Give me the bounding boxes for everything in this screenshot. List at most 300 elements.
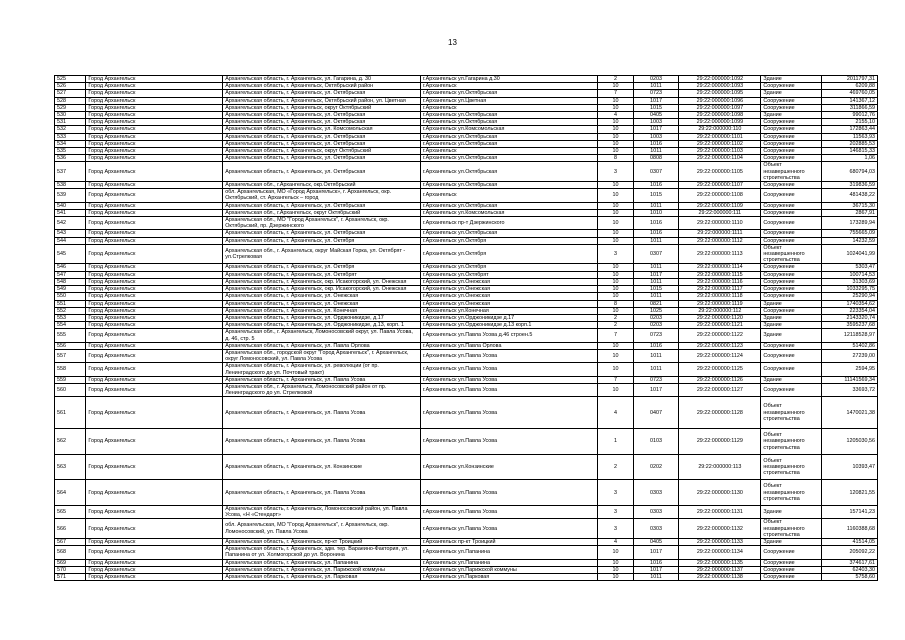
location-cell: г.Архангельск пр-т Дзержинского — [420, 217, 597, 230]
object-type-cell: Сооружение — [761, 264, 822, 271]
object-type-cell: Объект незавершенного строительства — [761, 162, 822, 182]
row-number-cell: 552 — [55, 307, 86, 314]
group-code-cell: 10 — [598, 349, 633, 362]
subgroup-code-cell: 1017 — [633, 97, 679, 104]
subgroup-code-cell: 0203 — [633, 322, 679, 329]
table-row — [55, 454, 878, 480]
cadastral-number-cell: 29:22:000000:1128 — [679, 397, 761, 429]
subgroup-code-cell: 1011 — [633, 363, 679, 376]
group-code-cell: 10 — [598, 559, 633, 566]
address-cell: Архангельская область, г. Архангельск, ул. Октябрьская — [223, 119, 421, 126]
address-cell: Архангельская область, г. Архангельск, ул. Парижской коммуны — [223, 566, 421, 573]
location-cell: г.Архангельск ул.Онежская — [420, 286, 597, 293]
cadastral-number-cell: 29:22:000000:1127 — [679, 383, 761, 396]
subgroup-code-cell: 1011 — [633, 278, 679, 285]
municipality-cell: Город Архангельск — [86, 314, 223, 321]
address-cell: обл. Архангельская, МО «Город Архангельск», г. Архангельск, окр. Октябрьский, ст. Архангельск – город — [223, 189, 421, 202]
municipality-cell: Город Архангельск — [86, 155, 223, 162]
location-cell: г.Архангельск ул.Октябрьская — [420, 155, 597, 162]
object-type-cell: Сооружение — [761, 217, 822, 230]
row-number-cell: 546 — [55, 264, 86, 271]
group-code-cell: 4 — [598, 397, 633, 429]
municipality-cell: Город Архангельск — [86, 217, 223, 230]
cadastral-number-cell: 29:22:000000:1135 — [679, 559, 761, 566]
value-cell: 173289,94 — [822, 217, 878, 230]
cadastral-number-cell: 29:22:000000:1120 — [679, 314, 761, 321]
group-code-cell: 10 — [598, 119, 633, 126]
value-cell: 1205030,56 — [822, 429, 878, 455]
cadastral-number-cell: 29:22:000000:1093 — [679, 83, 761, 90]
municipality-cell: Город Архангельск — [86, 202, 223, 209]
group-code-cell: 2 — [598, 322, 633, 329]
subgroup-code-cell: 0821 — [633, 300, 679, 307]
group-code-cell: 10 — [598, 271, 633, 278]
object-type-cell: Сооружение — [761, 119, 822, 126]
table-row — [55, 480, 878, 506]
value-cell: 5303,47 — [822, 264, 878, 271]
municipality-cell: Город Архангельск — [86, 293, 223, 300]
subgroup-code-cell: 0723 — [633, 329, 679, 342]
municipality-cell: Город Архангельск — [86, 342, 223, 349]
subgroup-code-cell: 0303 — [633, 519, 679, 539]
object-type-cell: Сооружение — [761, 140, 822, 147]
group-code-cell: 3 — [598, 519, 633, 539]
address-cell: Архангельская обл., г. Архангельск, Ломоносовский район от пр. Ленинградского до ул. Стрелковой — [223, 383, 421, 396]
object-type-cell: Сооружение — [761, 104, 822, 111]
value-cell: 141367,12 — [822, 97, 878, 104]
value-cell: 311866,59 — [822, 104, 878, 111]
row-number-cell: 551 — [55, 300, 86, 307]
location-cell: г.Архангельск ул.Октября — [420, 264, 597, 271]
municipality-cell: Город Архангельск — [86, 119, 223, 126]
row-number-cell: 545 — [55, 244, 86, 264]
address-cell: Архангельская область, г. Архангельск, ул. Октябрьская — [223, 155, 421, 162]
cadastral-number-cell: 29:22:000000:1138 — [679, 573, 761, 580]
subgroup-code-cell: 1016 — [633, 217, 679, 230]
row-number-cell: 527 — [55, 90, 86, 97]
object-type-cell: Сооружение — [761, 126, 822, 133]
subgroup-code-cell: 1025 — [633, 307, 679, 314]
group-code-cell: 10 — [598, 307, 633, 314]
object-type-cell: Сооружение — [761, 363, 822, 376]
row-number-cell: 534 — [55, 140, 86, 147]
municipality-cell: Город Архангельск — [86, 546, 223, 559]
value-cell: 1024041,99 — [822, 244, 878, 264]
subgroup-code-cell: 0303 — [633, 505, 679, 518]
table-row — [55, 314, 878, 321]
group-code-cell: 3 — [598, 244, 633, 264]
municipality-cell: Город Архангельск — [86, 182, 223, 189]
location-cell: г.Архангельск ул.Гагарина д.30 — [420, 76, 597, 83]
cadastral-number-cell: 29:22:000000:1124 — [679, 349, 761, 362]
location-cell: г.Архангельск ул.Парковая — [420, 573, 597, 580]
subgroup-code-cell: 0405 — [633, 538, 679, 545]
value-cell: 172863,44 — [822, 126, 878, 133]
group-code-cell: 4 — [598, 538, 633, 545]
row-number-cell: 563 — [55, 454, 86, 480]
table-row — [55, 307, 878, 314]
object-type-cell: Объект незавершенного строительства — [761, 480, 822, 506]
group-code-cell: 10 — [598, 189, 633, 202]
address-cell: Архангельская область, г. Архангельск, ул. Октябрят — [223, 271, 421, 278]
location-cell: г.Архангельск ул.Онежская — [420, 293, 597, 300]
cadastral-number-cell: 29:22:000000:1096 — [679, 97, 761, 104]
address-cell: Архангельская область, г. Архангельск, ул. Октября — [223, 264, 421, 271]
row-number-cell: 533 — [55, 133, 86, 140]
object-type-cell: Объект незавершенного строительства — [761, 429, 822, 455]
table-row — [55, 264, 878, 271]
value-cell: 36715,30 — [822, 202, 878, 209]
municipality-cell: Город Архангельск — [86, 383, 223, 396]
table-row — [55, 112, 878, 119]
cadastral-number-cell: 29:22:000000:1121 — [679, 322, 761, 329]
cadastral-number-cell: 29:22:000000:1114 — [679, 264, 761, 271]
location-cell: г.Архангельск ул.Павла Усова д.46 строен.5 — [420, 329, 597, 342]
row-number-cell: 564 — [55, 480, 86, 506]
municipality-cell: Город Архангельск — [86, 97, 223, 104]
municipality-cell: Город Архангельск — [86, 237, 223, 244]
value-cell: 33693,72 — [822, 383, 878, 396]
subgroup-code-cell: 0202 — [633, 454, 679, 480]
value-cell: 1740354,62 — [822, 300, 878, 307]
object-type-cell: Здание — [761, 376, 822, 383]
object-type-cell: Сооружение — [761, 278, 822, 285]
row-number-cell: 537 — [55, 162, 86, 182]
subgroup-code-cell: 1011 — [633, 202, 679, 209]
subgroup-code-cell: 1017 — [633, 383, 679, 396]
address-cell: Архангельская обл., г.Архангельск, окр.Октябрьский — [223, 182, 421, 189]
object-type-cell: Сооружение — [761, 383, 822, 396]
object-type-cell: Объект незавершенного строительства — [761, 454, 822, 480]
value-cell: 11141569,34 — [822, 376, 878, 383]
subgroup-code-cell: 1011 — [633, 83, 679, 90]
cadastral-number-cell: 29:22:000000:1095 — [679, 90, 761, 97]
municipality-cell: Город Архангельск — [86, 480, 223, 506]
cadastral-number-cell: 29:22:000000:1109 — [679, 202, 761, 209]
subgroup-code-cell: 1016 — [633, 140, 679, 147]
row-number-cell: 566 — [55, 519, 86, 539]
group-code-cell: 10 — [598, 342, 633, 349]
cadastral-number-cell: 29:22:000000:1117 — [679, 286, 761, 293]
cadastral-number-cell: 29:22:000000:1137 — [679, 566, 761, 573]
subgroup-code-cell: 1011 — [633, 148, 679, 155]
address-cell: Архангельская обл., г.Архангельск, округ Октябрьский — [223, 209, 421, 216]
row-number-cell: 544 — [55, 237, 86, 244]
value-cell: 120821,55 — [822, 480, 878, 506]
object-type-cell: Объект незавершенного строительства — [761, 519, 822, 539]
table-row — [55, 83, 878, 90]
value-cell: 31303,69 — [822, 278, 878, 285]
municipality-cell: Город Архангельск — [86, 76, 223, 83]
table-row — [55, 209, 878, 216]
group-code-cell: 3 — [598, 162, 633, 182]
subgroup-code-cell: 1016 — [633, 342, 679, 349]
location-cell: г.Архангельск ул.Павла Усова — [420, 349, 597, 362]
value-cell: 223354,04 — [822, 307, 878, 314]
value-cell: 1,06 — [822, 155, 878, 162]
object-type-cell: Сооружение — [761, 189, 822, 202]
row-number-cell: 543 — [55, 230, 86, 237]
cadastral-number-cell: 29:22:000000:1119 — [679, 300, 761, 307]
object-type-cell: Здание — [761, 538, 822, 545]
row-number-cell: 536 — [55, 155, 86, 162]
object-type-cell: Здание — [761, 505, 822, 518]
location-cell: г.Архангельск — [420, 83, 597, 90]
location-cell: г.Архангельск ул.Комсомольская — [420, 126, 597, 133]
municipality-cell: Город Архангельск — [86, 573, 223, 580]
row-number-cell: 571 — [55, 573, 86, 580]
address-cell: Архангельская область, г. Архангельск, ул. Павла Усова — [223, 376, 421, 383]
address-cell: Архангельская область, г. Архангельск, Октябрьский район, ул. Цветная — [223, 97, 421, 104]
value-cell: 1160388,68 — [822, 519, 878, 539]
value-cell: 680794,03 — [822, 162, 878, 182]
table-row — [55, 217, 878, 230]
table-row — [55, 182, 878, 189]
location-cell: г.Архангельск ул.Павла Усова — [420, 429, 597, 455]
row-number-cell: 526 — [55, 83, 86, 90]
group-code-cell: 10 — [598, 237, 633, 244]
table-row — [55, 162, 878, 182]
address-cell: Архангельская обл., г. Архангельск, округ Майская Горка, ул. Октябрят - ул.Стрелковая — [223, 244, 421, 264]
group-code-cell: 10 — [598, 293, 633, 300]
municipality-cell: Город Архангельск — [86, 264, 223, 271]
cadastral-number-cell: 29:22:000000:1113 — [679, 244, 761, 264]
municipality-cell: Город Архангельск — [86, 162, 223, 182]
location-cell: г.Архангельск ул.Октября — [420, 244, 597, 264]
cadastral-number-cell: 29:22:000000:1126 — [679, 376, 761, 383]
table-row — [55, 76, 878, 83]
value-cell: 755665,09 — [822, 230, 878, 237]
value-cell: 5758,60 — [822, 573, 878, 580]
municipality-cell: Город Архангельск — [86, 112, 223, 119]
row-number-cell: 562 — [55, 429, 86, 455]
subgroup-code-cell: 1011 — [633, 349, 679, 362]
municipality-cell: Город Архангельск — [86, 278, 223, 285]
object-type-cell: Сооружение — [761, 155, 822, 162]
cadastral-number-cell: 29:22:000000:1129 — [679, 429, 761, 455]
group-code-cell: 10 — [598, 202, 633, 209]
group-code-cell: 10 — [598, 383, 633, 396]
subgroup-code-cell: 0723 — [633, 376, 679, 383]
subgroup-code-cell: 1011 — [633, 293, 679, 300]
cadastral-number-cell: 29:22:000000:1105 — [679, 162, 761, 182]
object-type-cell: Здание — [761, 90, 822, 97]
value-cell: 14232,59 — [822, 237, 878, 244]
table-row — [55, 189, 878, 202]
cadastral-number-cell: 29:22:000000:112 — [679, 307, 761, 314]
object-type-cell: Здание — [761, 329, 822, 342]
group-code-cell: 2 — [598, 76, 633, 83]
subgroup-code-cell: 0103 — [633, 429, 679, 455]
table-row — [55, 363, 878, 376]
subgroup-code-cell: 1016 — [633, 230, 679, 237]
cadastral-number-cell: 29:22:000000:1115 — [679, 271, 761, 278]
row-number-cell: 553 — [55, 314, 86, 321]
value-cell: 100714,53 — [822, 271, 878, 278]
municipality-cell: Город Архангельск — [86, 519, 223, 539]
value-cell: 2143320,74 — [822, 314, 878, 321]
row-number-cell: 539 — [55, 189, 86, 202]
location-cell: г.Архангельск ул.Орджоникидзе д.13 корп.1 — [420, 322, 597, 329]
object-type-cell: Сооружение — [761, 566, 822, 573]
object-type-cell: Здание — [761, 322, 822, 329]
table-row — [55, 566, 878, 573]
cadastral-number-cell: 29:22:000000:1133 — [679, 538, 761, 545]
value-cell: 469760,05 — [822, 90, 878, 97]
subgroup-code-cell: 1015 — [633, 189, 679, 202]
municipality-cell: Город Архангельск — [86, 90, 223, 97]
object-type-cell: Сооружение — [761, 546, 822, 559]
row-number-cell: 542 — [55, 217, 86, 230]
cadastral-number-cell: 29:22:000000:1118 — [679, 293, 761, 300]
table-row — [55, 97, 878, 104]
table-row — [55, 237, 878, 244]
location-cell: г.Архангельск ул.Октябрьская — [420, 162, 597, 182]
municipality-cell: Город Архангельск — [86, 300, 223, 307]
value-cell: 1470021,38 — [822, 397, 878, 429]
cadastral-number-cell: 29:22:000000:1116 — [679, 278, 761, 285]
subgroup-code-cell: 1017 — [633, 271, 679, 278]
municipality-cell: Город Архангельск — [86, 140, 223, 147]
group-code-cell: 10 — [598, 217, 633, 230]
object-type-cell: Сооружение — [761, 349, 822, 362]
object-type-cell: Сооружение — [761, 202, 822, 209]
table-row — [55, 293, 878, 300]
subgroup-code-cell: 1016 — [633, 182, 679, 189]
value-cell: 146815,33 — [822, 148, 878, 155]
address-cell: Архангельская область, г. Архангельск, округ Октябрьский — [223, 148, 421, 155]
cadastral-number-cell: 29:22:000000:1092 — [679, 76, 761, 83]
group-code-cell: 10 — [598, 573, 633, 580]
property-register-table — [54, 75, 878, 581]
group-code-cell: 10 — [598, 278, 633, 285]
address-cell: Архангельская область, г. Архангельск, ул. Октябрьская — [223, 202, 421, 209]
municipality-cell: Город Архангельск — [86, 429, 223, 455]
municipality-cell: Город Архангельск — [86, 505, 223, 518]
address-cell: Архангельская область, г. Архангельск, ул. Онежская — [223, 300, 421, 307]
municipality-cell: Город Архангельск — [86, 133, 223, 140]
address-cell: Архангельская область, г. Архангельск, ул. Октябрьская — [223, 112, 421, 119]
cadastral-number-cell: 29:22:000000:110 — [679, 126, 761, 133]
table-row — [55, 278, 878, 285]
value-cell: 12118528,97 — [822, 329, 878, 342]
value-cell: 10393,47 — [822, 454, 878, 480]
subgroup-code-cell: 1017 — [633, 546, 679, 559]
municipality-cell: Город Архангельск — [86, 104, 223, 111]
address-cell: Архангельская область, г. Архангельск, ул. Октябрьская — [223, 90, 421, 97]
value-cell: 2867,91 — [822, 209, 878, 216]
table-body — [55, 76, 878, 581]
address-cell: Архангельская область, г. Архангельск, ул. Октябрьская — [223, 162, 421, 182]
address-cell: Архангельская область, г. Архангельск, ул. Павла Усова — [223, 429, 421, 455]
municipality-cell: Город Архангельск — [86, 244, 223, 264]
table-row — [55, 342, 878, 349]
row-number-cell: 540 — [55, 202, 86, 209]
municipality-cell: Город Архангельск — [86, 189, 223, 202]
address-cell: Архангельская область, г. Архангельск, ул. Октябрьская — [223, 140, 421, 147]
location-cell: г.Архангельск ул.Конечная — [420, 307, 597, 314]
municipality-cell: Город Архангельск — [86, 566, 223, 573]
group-code-cell: 10 — [598, 209, 633, 216]
object-type-cell: Сооружение — [761, 148, 822, 155]
subgroup-code-cell: 0307 — [633, 162, 679, 182]
value-cell: 25290,94 — [822, 293, 878, 300]
group-code-cell: 10 — [598, 264, 633, 271]
table-row — [55, 140, 878, 147]
address-cell: Архангельская область, г. Архангельск, Октябрьский район — [223, 83, 421, 90]
row-number-cell: 532 — [55, 126, 86, 133]
group-code-cell: 10 — [598, 104, 633, 111]
location-cell: г.Архангельск ул.Онежская — [420, 278, 597, 285]
value-cell: 319836,59 — [822, 182, 878, 189]
subgroup-code-cell: 0723 — [633, 90, 679, 97]
value-cell: 2155,10 — [822, 119, 878, 126]
table-row — [55, 133, 878, 140]
group-code-cell: 7 — [598, 376, 633, 383]
address-cell: Архангельская область, г. Архангельск, округ Октябрьский — [223, 104, 421, 111]
municipality-cell: Город Архангельск — [86, 209, 223, 216]
address-cell: обл. Архангельская, МО "Город Архангельск", г. Архангельск, окр. Ломоносовский, ул. Павла Усова — [223, 519, 421, 539]
subgroup-code-cell: 0808 — [633, 155, 679, 162]
subgroup-code-cell: 1011 — [633, 264, 679, 271]
municipality-cell: Город Архангельск — [86, 83, 223, 90]
table-row — [55, 349, 878, 362]
address-cell: Архангельская область, г. Архангельск, ул. Павла Орлова — [223, 342, 421, 349]
value-cell: 2011797,31 — [822, 76, 878, 83]
object-type-cell: Сооружение — [761, 293, 822, 300]
subgroup-code-cell: 1011 — [633, 573, 679, 580]
address-cell: Архангельская обл., МО "Город Архангельск", г. Архангельск, окр. Октябрьский, пр. Дзержинского — [223, 217, 421, 230]
table-row — [55, 155, 878, 162]
object-type-cell: Сооружение — [761, 237, 822, 244]
cadastral-number-cell: 29:22:000000:1125 — [679, 363, 761, 376]
value-cell: 1033295,75 — [822, 286, 878, 293]
object-type-cell: Сооружение — [761, 559, 822, 566]
row-number-cell: 569 — [55, 559, 86, 566]
location-cell: г.Архангельск ул.Октябрят — [420, 271, 597, 278]
table-row — [55, 230, 878, 237]
object-type-cell: Сооружение — [761, 230, 822, 237]
address-cell: Архангельская область, г. Архангельск, ул. Папанина — [223, 559, 421, 566]
table-row — [55, 519, 878, 539]
address-cell: Архангельская область, г. Архангельск, ул. Онежская — [223, 293, 421, 300]
value-cell: 27239,00 — [822, 349, 878, 362]
value-cell: 99012,76 — [822, 112, 878, 119]
row-number-cell: 559 — [55, 376, 86, 383]
row-number-cell: 549 — [55, 286, 86, 293]
cadastral-number-cell: 29:22:000000:113 — [679, 454, 761, 480]
subgroup-code-cell: 0405 — [633, 112, 679, 119]
subgroup-code-cell: 0303 — [633, 480, 679, 506]
object-type-cell: Сооружение — [761, 307, 822, 314]
table-row — [55, 119, 878, 126]
location-cell: г.Архангельск — [420, 189, 597, 202]
row-number-cell: 567 — [55, 538, 86, 545]
group-code-cell: 10 — [598, 363, 633, 376]
table-row — [55, 538, 878, 545]
table-row — [55, 505, 878, 518]
municipality-cell: Город Архангельск — [86, 322, 223, 329]
object-type-cell: Объект незавершенного строительства — [761, 397, 822, 429]
object-type-cell: Сооружение — [761, 133, 822, 140]
address-cell: Архангельская область, г. Архангельск, окр. Исакогорский, ул. Онежская — [223, 286, 421, 293]
group-code-cell: 10 — [598, 140, 633, 147]
location-cell: г.Архангельск ул.Конзинские — [420, 454, 597, 480]
value-cell: 3595237,68 — [822, 322, 878, 329]
group-code-cell: 2 — [598, 314, 633, 321]
address-cell: Архангельская область, г. Архангельск, окр. Исакогорский, ул. Онежская — [223, 278, 421, 285]
cadastral-number-cell: 29:22:000000:1102 — [679, 140, 761, 147]
